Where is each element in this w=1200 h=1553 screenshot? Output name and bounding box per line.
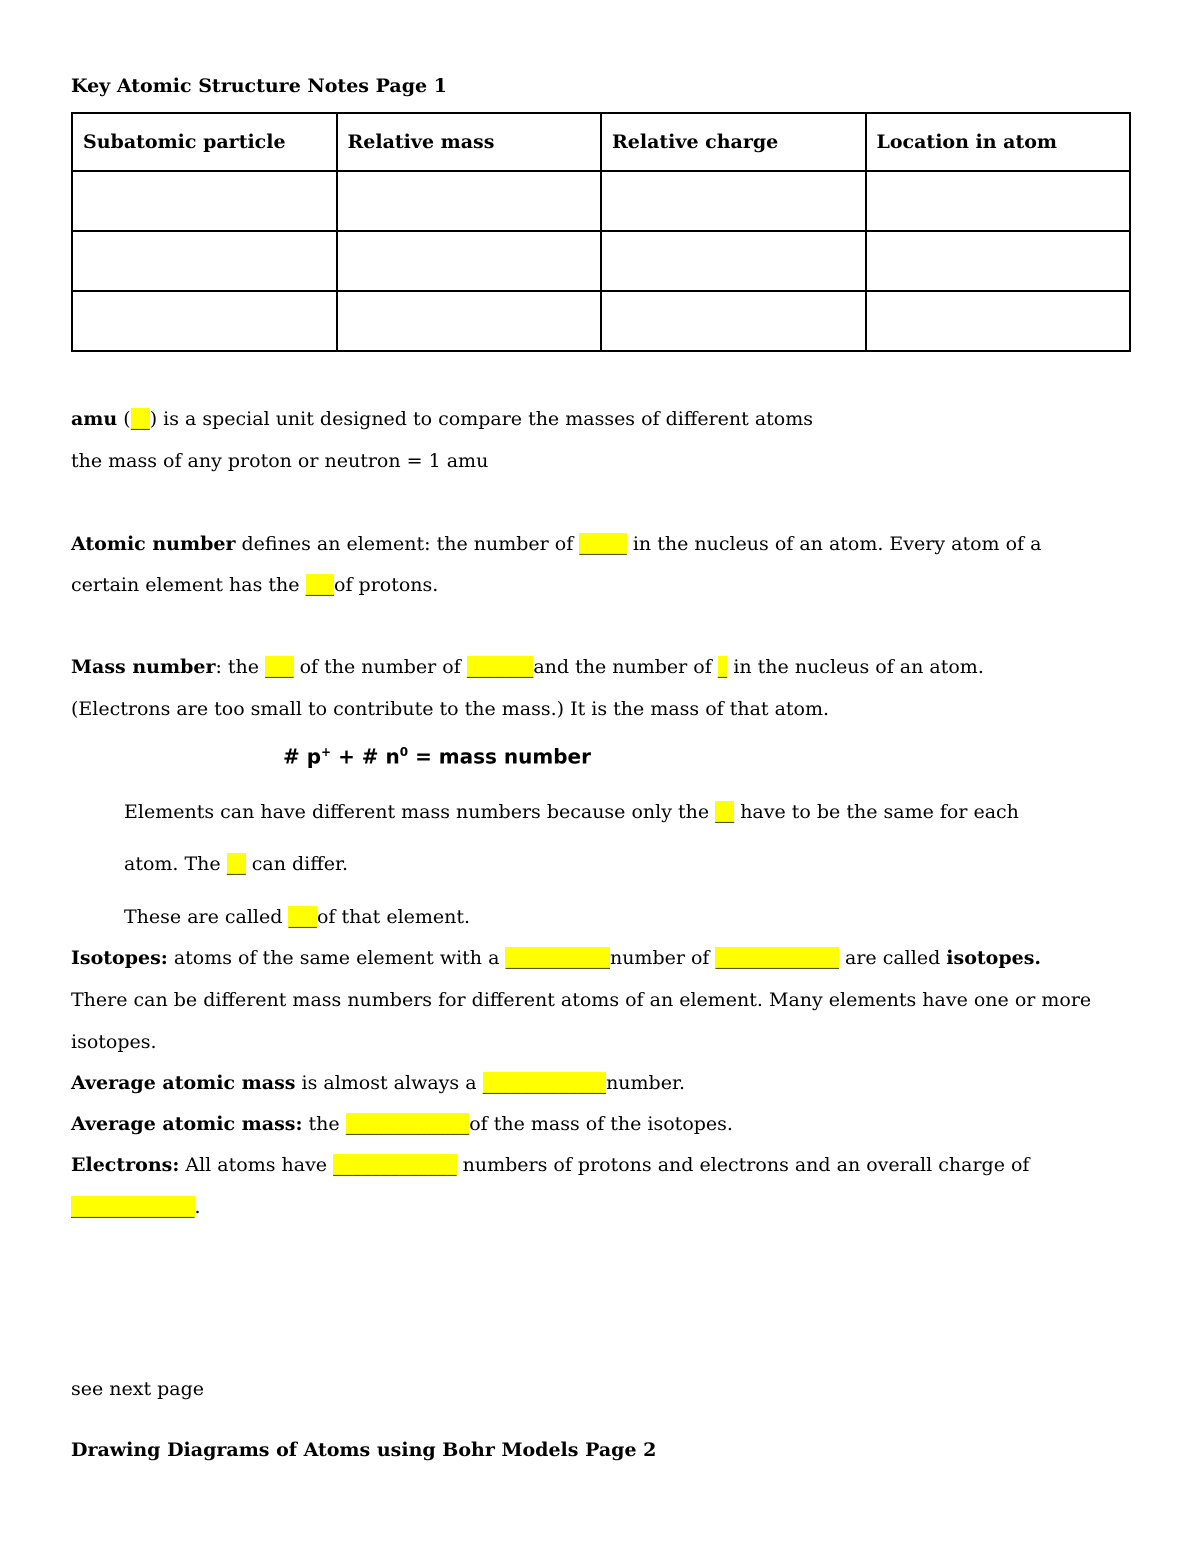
text: + [321,745,332,759]
text: in the nucleus of an atom. [727,656,984,678]
atomic-number-term: Atomic number [71,533,236,555]
text: can differ. [245,853,349,875]
text: = mass number [408,744,591,769]
elements-line-3 [124,905,470,929]
atomic-number-line-1 [71,532,1041,556]
amu-line-2: the mass of any proton or neutron = 1 amu [71,450,489,472]
text: of that element. [316,906,471,928]
text: ( [117,408,131,430]
text: ) is a special unit designed to compare the masses of different atoms [149,408,813,430]
blank-mass-number-1[interactable]: ___ [265,656,294,678]
table-cell[interactable] [866,231,1131,291]
isotopes-line-1 [71,946,1041,970]
text: 0 [399,745,409,759]
table-row [72,171,1130,231]
see-next-page: see next page [71,1378,205,1400]
text: of the mass of the isotopes. [469,1113,733,1135]
text: and the number of [533,656,718,678]
page1-title: Key Atomic Structure Notes Page 1 [71,75,447,97]
text: . [194,1196,201,1218]
electrons-line-1 [71,1153,1029,1177]
electrons-line-2 [71,1195,201,1219]
text: atom. The [124,853,227,875]
table-header-cell: Subatomic particle [72,113,337,171]
text: number of [609,947,716,969]
text: : the [215,656,266,678]
table-cell[interactable] [337,171,602,231]
blank-atomic-number-2[interactable]: ___ [305,574,335,596]
blank-mass-number-3[interactable]: _ [717,656,728,678]
mass-number-line-2: (Electrons are too small to contribute to the mass.) It is the mass of that atom. [71,698,830,720]
table-header-cell: Relative mass [337,113,602,171]
table-header-cell: Location in atom [866,113,1131,171]
text: certain element has the [71,574,306,596]
table-cell[interactable] [337,231,602,291]
table-cell[interactable] [337,291,602,351]
table-header-cell: Relative charge [601,113,866,171]
blank-average-2[interactable]: _____________ [345,1113,470,1135]
blank-atomic-number-1[interactable]: _____ [579,533,627,555]
average-atomic-mass-term: Average atomic mass [71,1072,296,1094]
text: are called [838,947,947,969]
mass-number-term: Mass number [71,656,216,678]
amu-definition [71,407,813,431]
table-row [72,291,1130,351]
elements-line-2 [124,852,348,876]
text: of protons. [334,574,439,596]
table-row [72,231,1130,291]
mass-number-formula [283,740,591,769]
blank-amu[interactable]: __ [130,408,150,430]
table-cell[interactable] [72,231,337,291]
blank-isotopes-2[interactable]: _____________ [715,947,839,969]
average-atomic-mass-term-2: Average atomic mass: [71,1113,303,1135]
isotopes-term: Isotopes: [71,947,168,969]
table-cell[interactable] [601,171,866,231]
isotopes-line-2: There can be different mass numbers for different atoms of an element. Many elements have one or more [71,989,1092,1011]
isotopes-line-3: isotopes. [71,1031,157,1053]
table-cell[interactable] [601,291,866,351]
atomic-number-line-2 [71,573,438,597]
electrons-term: Electrons: [71,1154,180,1176]
text: have to be the same for each [734,801,1019,823]
blank-mass-number-2[interactable]: _______ [466,656,534,678]
average-atomic-mass-line-2 [71,1112,733,1136]
text: in the nucleus of an atom. Every atom of a [626,533,1042,555]
blank-average-1[interactable]: _____________ [482,1072,607,1094]
amu-term: amu [71,408,118,430]
table-cell[interactable] [866,171,1131,231]
page2-title: Drawing Diagrams of Atoms using Bohr Models Page 2 [71,1439,657,1461]
text: + # n [331,744,400,769]
blank-elements-3[interactable]: ___ [288,906,317,928]
blank-isotopes-1[interactable]: ___________ [505,947,610,969]
elements-line-1 [124,800,1019,824]
text: numbers of protons and electrons and an overall charge of [456,1154,1030,1176]
text: is almost always a [295,1072,483,1094]
text: # p [283,744,322,769]
blank-elements-2[interactable]: __ [226,853,246,875]
text: the [302,1113,346,1135]
table-cell[interactable] [72,291,337,351]
isotopes-term-2: isotopes. [946,947,1042,969]
table-cell[interactable] [866,291,1131,351]
text: All atoms have [179,1154,334,1176]
text: Elements can have different mass numbers because only the [124,801,716,823]
blank-electrons-1[interactable]: _____________ [333,1154,457,1176]
text: atoms of the same element with a [167,947,506,969]
blank-elements-1[interactable]: __ [715,801,735,823]
table-cell[interactable] [72,171,337,231]
text: defines an element: the number of [235,533,580,555]
table-header-row [72,113,1130,171]
text: number. [606,1072,685,1094]
text: of the number of [293,656,467,678]
blank-electrons-2[interactable]: _____________ [71,1196,195,1218]
mass-number-line-1 [71,655,984,679]
subatomic-particle-table [71,112,1131,352]
table-cell[interactable] [601,231,866,291]
text: These are called [124,906,289,928]
average-atomic-mass-line-1 [71,1071,685,1095]
